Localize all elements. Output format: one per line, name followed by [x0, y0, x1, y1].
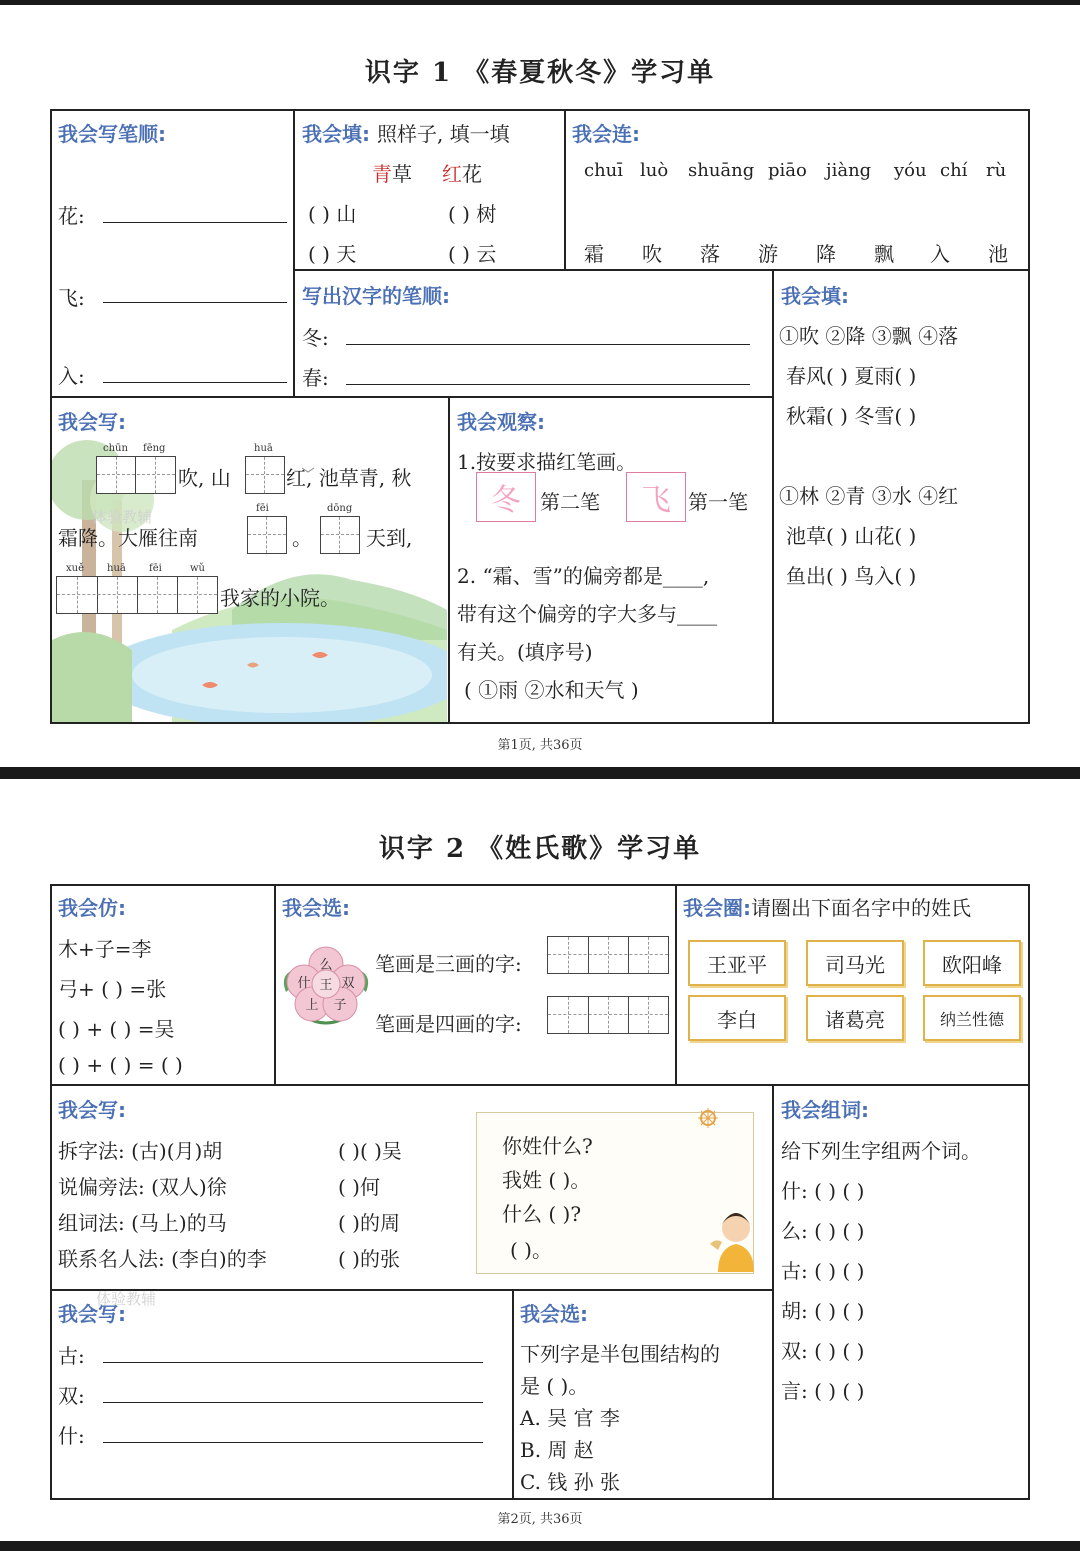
char-grid[interactable] [56, 576, 218, 614]
structure-question: 下列字是半包围结构的 [520, 1342, 720, 1366]
girl-illustration [696, 1106, 756, 1276]
flower-char[interactable]: 王 [319, 978, 333, 993]
observe-question: 2. “霜、雪”的偏旁都是____, [457, 564, 710, 588]
pinyin-label: fēi [149, 563, 162, 574]
fill-blank[interactable]: ( ) 天 [308, 242, 357, 266]
method-right[interactable]: ( )( )吴 [338, 1139, 402, 1163]
pinyin-label: dōng [327, 503, 353, 514]
poem-text: 。 [292, 526, 312, 550]
group-row[interactable]: 什: ( ) ( ) [781, 1179, 865, 1203]
observe-heading: 我会观察: [457, 410, 545, 434]
match-char[interactable]: 飘 [874, 242, 894, 266]
fill-blank[interactable]: ( ) 山 [308, 202, 357, 226]
stroke-count-label: 笔画是四画的字: [375, 1012, 522, 1036]
page-bottom-bar [0, 1541, 1080, 1551]
group-words-heading: 我会组词: [781, 1098, 869, 1122]
frame-line [50, 396, 774, 398]
stroke-count-label: 笔画是三画的字: [375, 952, 522, 976]
imitate-line: 木+子=李 [58, 937, 152, 961]
answer-line[interactable] [103, 302, 287, 303]
observe-question: 带有这个偏旁的字大多与____ [457, 602, 717, 626]
group-words-instruction: 给下列生字组两个词。 [781, 1139, 981, 1163]
pinyin-label: huā [254, 443, 273, 454]
write-char-label: 什: [58, 1424, 85, 1448]
choose-heading: 我会选: [282, 896, 350, 920]
char-grid[interactable] [96, 456, 176, 494]
page1-title: 识字 1 《春夏秋冬》学习单 [364, 58, 716, 88]
flower-char[interactable]: 么 [319, 958, 333, 973]
frame-line [675, 884, 677, 1085]
frame-line [50, 1289, 774, 1291]
method-left: 说偏旁法: (双人)徐 [58, 1175, 227, 1199]
page1-footer: 第1页, 共36页 [497, 738, 583, 753]
frame-line [293, 109, 295, 397]
options-line: ①吹 ②降 ③飘 ④落 [779, 324, 959, 348]
observe-options: ( ①雨 ②水和天气 ) [464, 678, 639, 702]
frame-line [1028, 109, 1030, 724]
write-methods-heading: 我会写: [58, 1098, 126, 1122]
write-char-label: 古: [58, 1344, 85, 1368]
match-char[interactable]: 落 [700, 242, 720, 266]
group-row[interactable]: 古: ( ) ( ) [781, 1259, 865, 1283]
frame-line [50, 109, 1030, 111]
frame-line [772, 269, 774, 724]
poem-text: 吹, 山 [178, 466, 231, 490]
frame-line [50, 1084, 1030, 1086]
stroke-char-label: 飞: [58, 286, 85, 310]
fill-row[interactable]: 鱼出( ) 鸟入( ) [786, 564, 917, 588]
frame-line [50, 884, 1030, 886]
match-char[interactable]: 池 [988, 242, 1008, 266]
pinyin-item: piāo [768, 160, 807, 181]
frame-line [448, 396, 450, 724]
fill-row[interactable]: 春风( ) 夏雨( ) [786, 364, 917, 388]
imitate-line[interactable]: ( ) + ( ) = ( ) [58, 1053, 183, 1077]
structure-question[interactable]: 是 ( )。 [520, 1374, 589, 1398]
method-left: 联系名人法: (李白)的李 [58, 1247, 267, 1271]
trace-char-card[interactable]: 冬 [476, 472, 536, 522]
order-char-label: 冬: [302, 326, 329, 350]
pinyin-label: xuě [66, 563, 84, 574]
imitate-line[interactable]: 弓+ ( ) =张 [58, 977, 167, 1001]
poem-text: 霜降。大雁往南 [58, 526, 198, 550]
pinyin-label: fēng [143, 443, 166, 454]
dialog-line: 你姓什么? [502, 1134, 593, 1158]
method-right[interactable]: ( )何 [338, 1175, 380, 1199]
pinyin-label: wǔ [190, 563, 205, 574]
fill-blank[interactable]: ( ) 树 [448, 202, 497, 226]
frame-line [564, 109, 566, 270]
watermark: 体验教辅 [96, 1290, 157, 1308]
stroke-label: 第一笔 [688, 490, 748, 514]
method-right[interactable]: ( )的张 [338, 1247, 400, 1271]
answer-line[interactable] [346, 384, 750, 385]
fill-example-heading: 我会填: 照样子, 填一填 [302, 122, 510, 146]
observe-question: 有关。(填序号) [457, 640, 593, 664]
pinyin-item: chuī [584, 160, 624, 181]
pinyin-item: yóu [894, 160, 927, 181]
fill-choice-heading: 我会填: [781, 284, 849, 308]
poem-text: 天到, [366, 526, 413, 550]
write-char-label: 双: [58, 1384, 85, 1408]
group-row[interactable]: 言: ( ) ( ) [781, 1379, 865, 1403]
char-grid[interactable] [247, 516, 287, 554]
page2-footer: 第2页, 共36页 [497, 1512, 583, 1527]
pinyin-label: fēi [256, 503, 269, 514]
frame-line [293, 269, 1030, 271]
name-card[interactable]: 王亚平 [688, 940, 786, 986]
circle-heading: 我会圈:请圈出下面名字中的姓氏 [683, 896, 971, 920]
poem-text: 红, 池草青, 秋 [286, 466, 412, 490]
method-right[interactable]: ( )的周 [338, 1211, 400, 1235]
frame-line [512, 1289, 514, 1500]
name-card[interactable]: 纳兰性德 [923, 995, 1021, 1041]
pinyin-item: rù [986, 160, 1007, 181]
stroke-label: 第二笔 [540, 490, 600, 514]
answer-line[interactable] [346, 344, 750, 345]
pinyin-item: jiàng [826, 160, 872, 181]
write-order-heading: 写出汉字的笔顺: [302, 284, 450, 308]
char-grid[interactable] [245, 456, 285, 494]
stroke-order-heading: 我会写笔顺: [58, 122, 166, 146]
pinyin-label: huā [107, 563, 126, 574]
name-card[interactable]: 诸葛亮 [806, 995, 904, 1041]
imitate-line[interactable]: ( ) + ( ) =吴 [58, 1017, 175, 1041]
structure-option[interactable]: C. 钱 孙 张 [520, 1470, 621, 1494]
flower-icon [278, 942, 374, 1034]
pinyin-item: luò [640, 160, 669, 181]
match-char[interactable]: 霜 [584, 242, 604, 266]
page2-title: 识字 2 《姓氏歌》学习单 [378, 834, 702, 864]
stroke-char-label: 入: [58, 364, 85, 388]
example-word: 红花 [442, 162, 482, 186]
flower-char[interactable]: 双 [341, 976, 355, 991]
page-separator [0, 767, 1080, 779]
poem-text: 我家的小院。 [220, 586, 340, 610]
answer-line[interactable] [103, 1402, 483, 1403]
method-left: 组词法: (马上)的马 [58, 1211, 227, 1235]
poem-heading: 我会写: [58, 410, 126, 434]
dialog-line[interactable]: 我姓 ( )。 [502, 1168, 591, 1192]
structure-option[interactable]: A. 吴 官 李 [520, 1406, 620, 1430]
name-card[interactable]: 司马光 [806, 940, 904, 986]
answer-line[interactable] [103, 382, 287, 383]
frame-line [1028, 884, 1030, 1500]
fill-row[interactable]: 池草( ) 山花( ) [786, 524, 917, 548]
fill-row[interactable]: 秋霜( ) 冬雪( ) [786, 404, 917, 428]
match-heading: 我会连: [572, 122, 640, 146]
method-left: 拆字法: (古)(月)胡 [58, 1139, 223, 1163]
structure-heading: 我会选: [520, 1302, 588, 1326]
group-row[interactable]: 胡: ( ) ( ) [781, 1299, 865, 1323]
name-card[interactable]: 李白 [688, 995, 786, 1041]
watermark: 体验教辅 [92, 508, 153, 526]
stroke-char-label: 花: [58, 204, 85, 228]
match-char[interactable]: 降 [816, 242, 836, 266]
match-char[interactable]: 游 [758, 242, 778, 266]
frame-line [772, 1084, 774, 1500]
order-char-label: 春: [302, 366, 329, 390]
example-word: 青草 [372, 162, 412, 186]
fill-blank[interactable]: ( ) 云 [448, 242, 497, 266]
frame-line [50, 722, 1030, 724]
pinyin-item: shuāng [688, 160, 755, 181]
name-card[interactable]: 欧阳峰 [923, 940, 1021, 986]
match-char[interactable]: 吹 [642, 242, 662, 266]
flower-char[interactable]: 子 [333, 998, 347, 1013]
frame-line [50, 884, 52, 1500]
answer-line[interactable] [103, 222, 287, 223]
dialog-line[interactable]: ( )。 [510, 1238, 552, 1262]
options-line: ①林 ②青 ③水 ④红 [779, 484, 959, 508]
imitate-heading: 我会仿: [58, 896, 126, 920]
group-row[interactable]: 么: ( ) ( ) [781, 1219, 865, 1243]
answer-line[interactable] [103, 1362, 483, 1363]
structure-option[interactable]: B. 周 赵 [520, 1438, 594, 1462]
dialog-line[interactable]: 什么 ( )? [502, 1202, 582, 1226]
match-char[interactable]: 入 [930, 242, 950, 266]
char-grid[interactable] [547, 996, 669, 1034]
trace-char-card[interactable]: 飞 [626, 472, 686, 522]
flower-char[interactable]: 什 [297, 976, 311, 991]
frame-line [50, 1498, 1030, 1500]
answer-line[interactable] [103, 1442, 483, 1443]
observe-question: 1.按要求描红笔画。 [457, 450, 637, 474]
pinyin-label: chūn [103, 443, 128, 454]
group-row[interactable]: 双: ( ) ( ) [781, 1339, 865, 1363]
pinyin-item: chí [940, 160, 968, 181]
frame-line [274, 884, 276, 1085]
flower-char[interactable]: 上 [305, 998, 319, 1013]
char-grid[interactable] [547, 936, 669, 974]
write-lines-heading: 我会写: [58, 1302, 126, 1326]
page-top-bar [0, 0, 1080, 5]
char-grid[interactable] [320, 516, 360, 554]
